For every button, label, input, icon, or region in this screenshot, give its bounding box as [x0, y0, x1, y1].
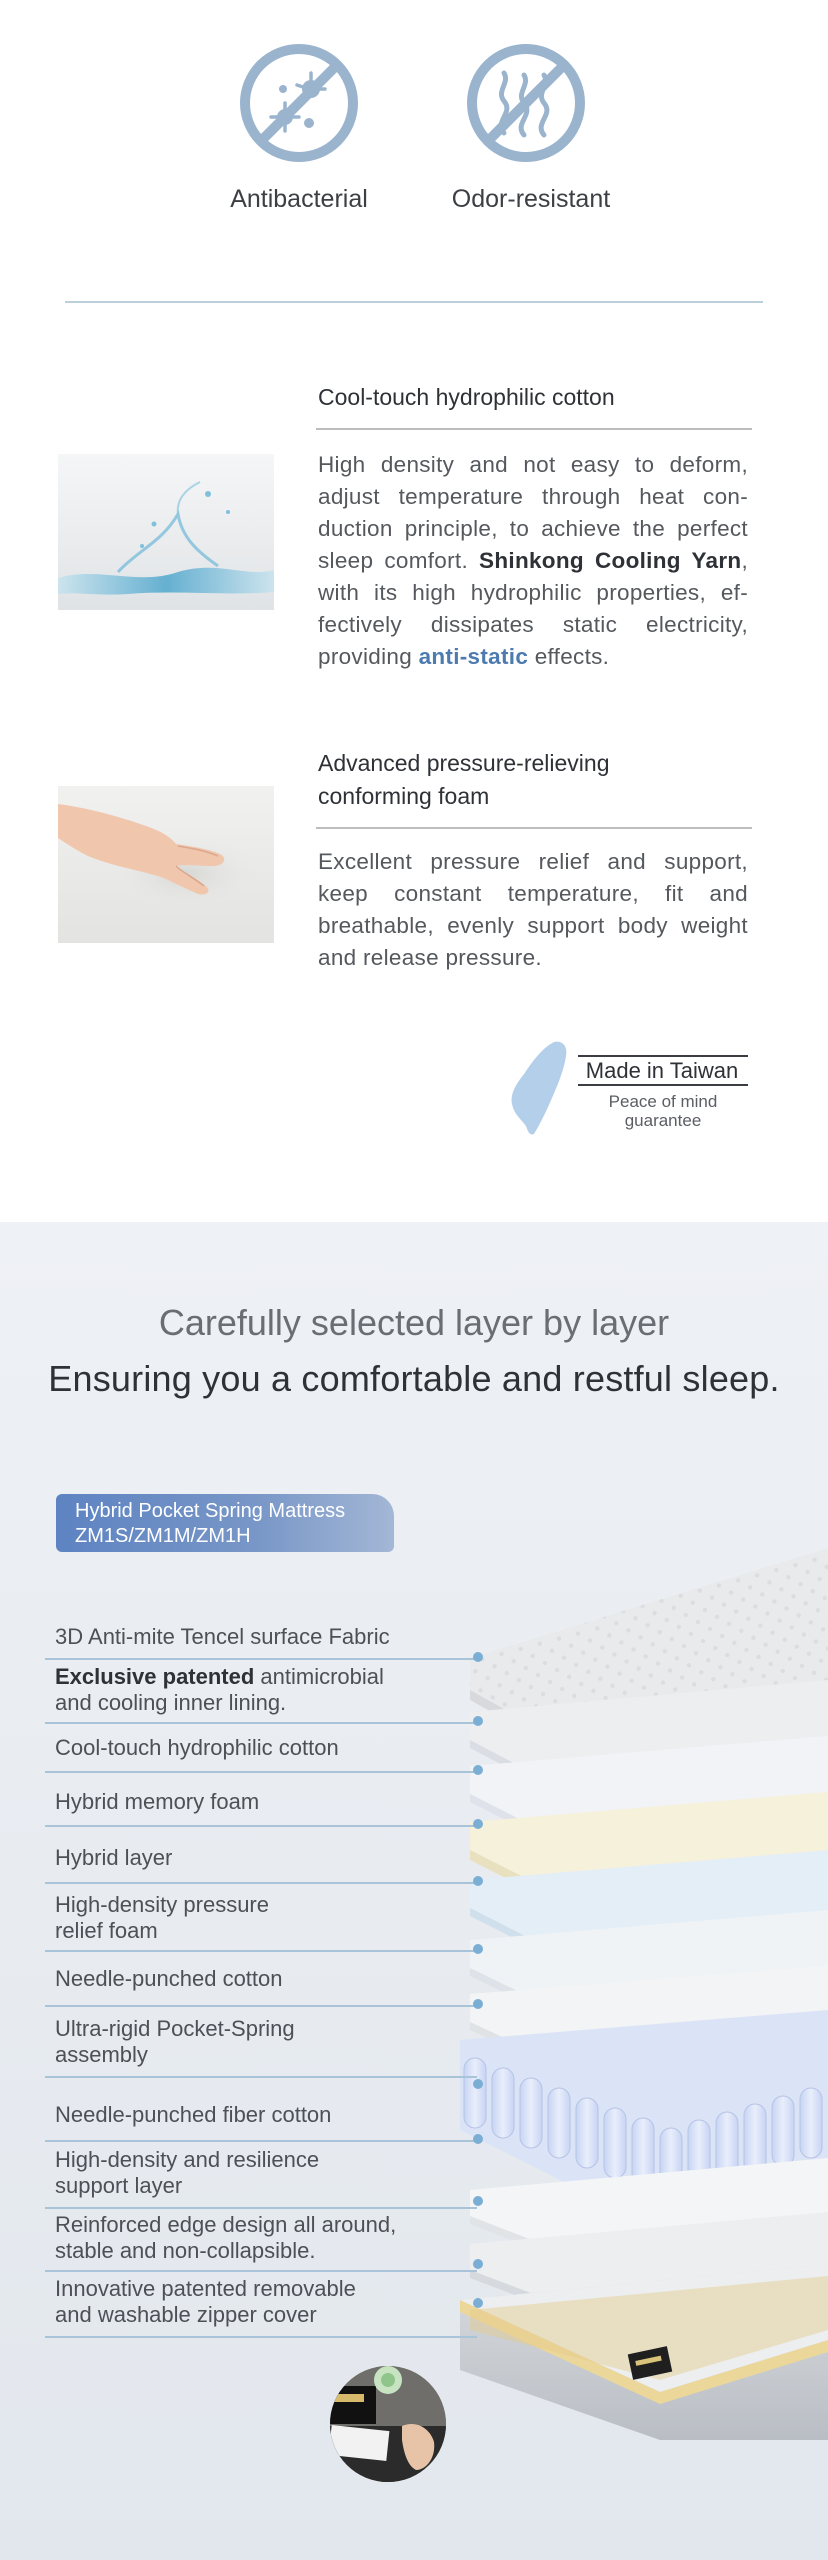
product-models: ZM1S/ZM1M/ZM1H: [75, 1525, 251, 1547]
layer-label-pressure-relief-foam: High-density pressure relief foam: [55, 1892, 269, 1943]
mattress-layers-illustration: [430, 1540, 828, 2440]
feature-label-odor-resistant: Odor-resistant: [451, 185, 611, 213]
layer-pointer-dot: [473, 1876, 483, 1886]
cotton-title-rule: [316, 428, 752, 430]
layer-leader-line: [45, 2207, 477, 2209]
layer-leader-line: [45, 1722, 477, 1724]
layer-label-cool-touch-cotton: Cool-touch hydrophilic cotton: [55, 1735, 339, 1760]
section-divider: [65, 301, 763, 303]
taiwan-rule-bottom: [578, 1084, 748, 1086]
layer-label-reinforced-edge: Reinforced edge design all around, stable and non-collapsible.: [55, 2212, 397, 2263]
antibacterial-icon: [239, 43, 359, 163]
layer-pointer-dot: [473, 1819, 483, 1829]
foam-description: Excellent pressure relief and support, keep constant temperature, fit and breathable, evenly support body weight and release pressure.: [318, 849, 748, 970]
foam-title-rule: [316, 827, 752, 829]
layer-pointer-dot: [473, 1716, 483, 1726]
taiwan-rule-top: [578, 1055, 748, 1057]
cotton-description: High density and not easy to deform, adjust temperature through heat con-duction principle, to achieve the perfect sleep comfort. Shinkong Cooling Yarn, with its high hydrophilic properties, ef-fectively dissipates static electricity, providing anti-static effects.: [318, 452, 748, 669]
odor-resistant-icon: [466, 43, 586, 163]
layer-leader-line: [45, 1771, 477, 1773]
layer-label-antimicrobial-lining: Exclusive patented antimicrobial and cooling inner lining.: [55, 1664, 384, 1715]
layer-leader-line: [45, 2076, 477, 2078]
product-badge: [56, 1494, 394, 1552]
layer-leader-line: [45, 2140, 477, 2142]
layer-pointer-dot: [473, 1999, 483, 2009]
layer-pointer-dot: [473, 2134, 483, 2144]
layer-pointer-dot: [473, 1652, 483, 1662]
layer-leader-line: [45, 2270, 477, 2272]
layer-leader-line: [45, 2336, 477, 2338]
layer-label-memory-foam: Hybrid memory foam: [55, 1789, 260, 1814]
cotton-water-splash-photo: [58, 454, 274, 610]
made-in-taiwan-title: Made in Taiwan: [585, 1058, 739, 1083]
layer-leader-line: [45, 2005, 477, 2007]
layer-label-tencel-fabric: 3D Anti-mite Tencel surface Fabric: [55, 1624, 390, 1649]
layer-leader-line: [45, 1658, 477, 1660]
layer-label-hybrid-layer: Hybrid layer: [55, 1845, 173, 1870]
cotton-title: Cool-touch hydrophilic cotton: [318, 384, 615, 410]
hand-on-foam-photo: [58, 786, 274, 943]
feature-label-antibacterial: Antibacterial: [230, 185, 368, 213]
foam-title: Advanced pressure-relieving conforming foam: [318, 750, 610, 809]
product-name: Hybrid Pocket Spring Mattress: [75, 1500, 346, 1522]
layer-pointer-dot: [473, 2079, 483, 2089]
layers-heading-light: Carefully selected layer by layer: [158, 1302, 670, 1343]
layer-label-pocket-spring: Ultra-rigid Pocket-Spring assembly: [55, 2016, 295, 2067]
cotton-description-accent: anti-static: [418, 644, 529, 669]
layer-pointer-dot: [473, 1944, 483, 1954]
layer-leader-line: [45, 1882, 477, 1884]
layer-label-needle-punched-cotton: Needle-punched cotton: [55, 1966, 283, 1991]
layer-leader-line: [45, 1825, 477, 1827]
layer-pointer-dot: [473, 2259, 483, 2269]
layer-pointer-dot: [473, 2196, 483, 2206]
zipper-detail-photo: [330, 2366, 446, 2482]
taiwan-subtitle: Peace of mind guarantee: [608, 1092, 718, 1130]
layer-label-zipper-cover: Innovative patented removable and washable zipper cover: [55, 2276, 356, 2327]
layer-label-support-layer: High-density and resilience support layer: [55, 2147, 320, 2198]
layer-pointer-dot: [473, 1765, 483, 1775]
taiwan-map-icon: [510, 1040, 572, 1136]
cotton-description-highlight: Shinkong Cooling Yarn: [479, 548, 742, 573]
layer-label-fiber-cotton: Needle-punched fiber cotton: [55, 2102, 332, 2127]
layer-pointer-dot: [473, 2298, 483, 2308]
layer-leader-line: [45, 1950, 477, 1952]
layers-heading-bold: Ensuring you a comfortable and restful sleep.: [48, 1358, 780, 1399]
